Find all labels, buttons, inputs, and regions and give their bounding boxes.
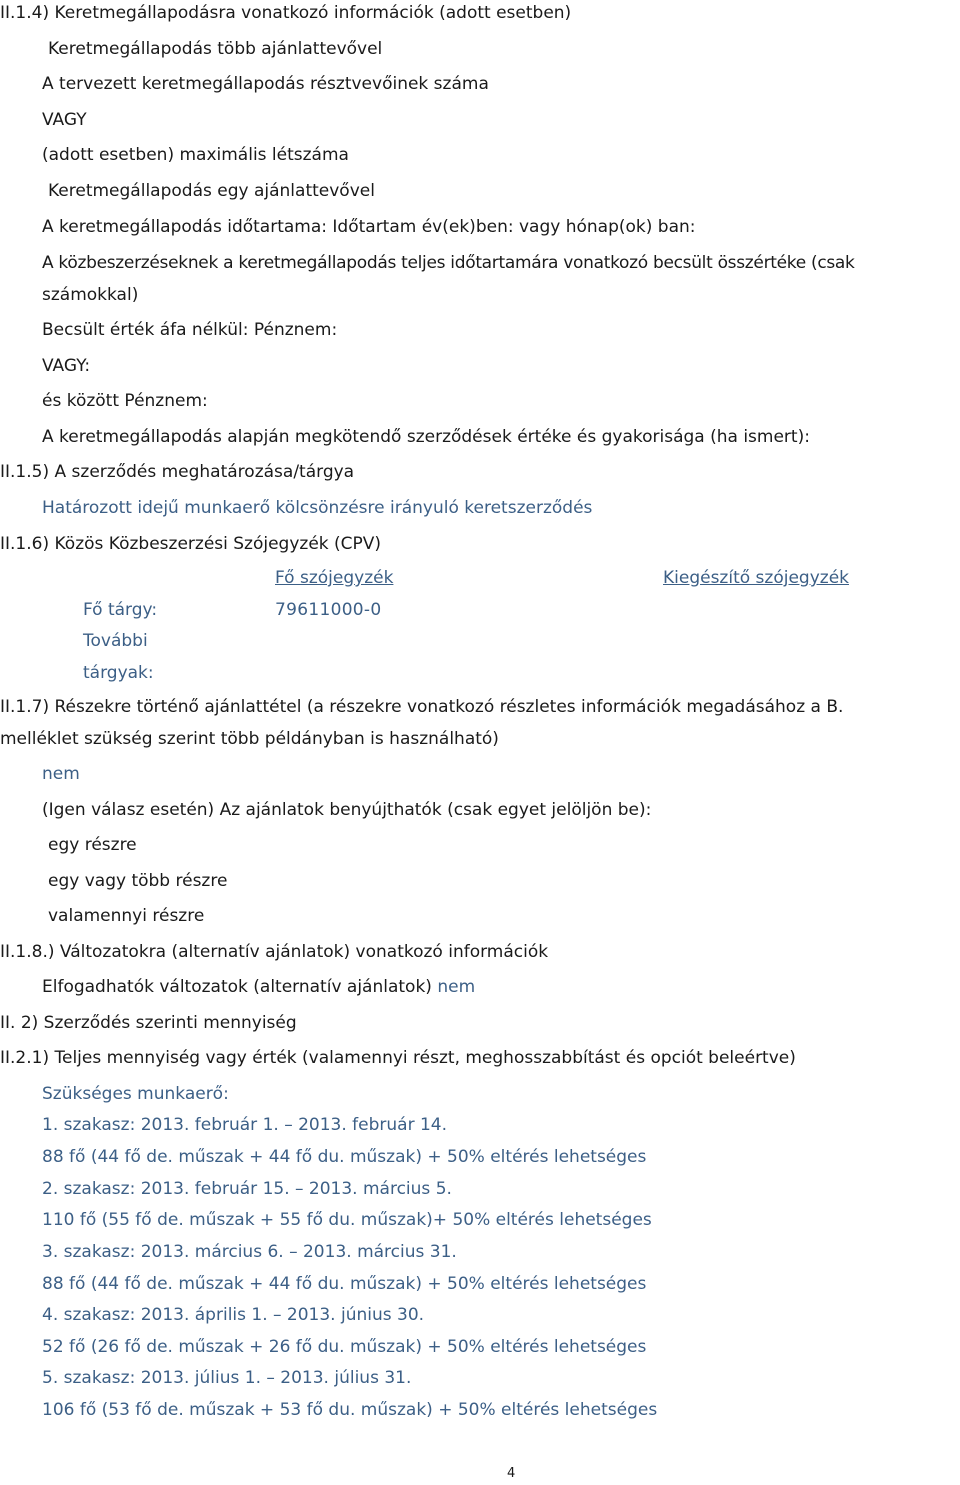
- contract-subject-value: Határozott idejű munkaerő kölcsönzésre irányuló keretszerződés: [42, 498, 593, 518]
- or-separator-2: VAGY:: [42, 356, 91, 376]
- framework-multi-label: Keretmegállapodás több ajánlattevővel: [48, 39, 383, 59]
- section-117-heading-line-1: II.1.7) Részekre történő ajánlattétel (a részekre vonatkozó részletes információk megadásához a B.: [0, 697, 844, 717]
- option-all-parts: valamennyi részre: [48, 906, 205, 926]
- section-221-heading: II.2.1) Teljes mennyiség vagy érték (valamennyi részt, meghosszabbítást és opciót beleértve): [0, 1048, 796, 1068]
- framework-single-label: Keretmegállapodás egy ajánlattevővel: [48, 181, 375, 201]
- page-number: 4: [507, 1466, 516, 1481]
- cpv-supplementary-column-header: Kiegészítő szójegyzék: [663, 568, 849, 588]
- section-117-heading-line-2: melléklet szükség szerint több példányban is használható): [0, 729, 499, 749]
- section-22-heading: II. 2) Szerződés szerinti mennyiség: [0, 1013, 297, 1033]
- stage-period: 5. szakasz: 2013. július 1. – 2013. július 31.: [42, 1368, 412, 1388]
- section-118-heading: II.1.8.) Változatokra (alternatív ajánlatok) vonatkozó információk: [0, 942, 549, 962]
- main-subject-cpv-code: 79611000-0: [275, 600, 382, 620]
- framework-duration: A keretmegállapodás időtartama: Időtartam év(ek)ben: vagy hónap(ok) ban:: [42, 217, 696, 237]
- additional-subjects-label-1: További: [83, 631, 148, 651]
- section-116-heading: II.1.6) Közös Közbeszerzési Szójegyzék (CPV): [0, 534, 382, 554]
- stage-period: 1. szakasz: 2013. február 1. – 2013. február 14.: [42, 1115, 448, 1135]
- variants-row: [42, 976, 475, 998]
- variants-answer: nem: [437, 977, 476, 997]
- if-yes-label: (Igen válasz esetén) Az ajánlatok benyújthatók (csak egyet jelöljön be):: [42, 800, 652, 820]
- main-subject-label: Fő tárgy:: [83, 600, 158, 620]
- stage-period: 4. szakasz: 2013. április 1. – 2013. június 30.: [42, 1305, 425, 1325]
- stage-period: 2. szakasz: 2013. február 15. – 2013. március 5.: [42, 1179, 452, 1199]
- framework-participants-label: A tervezett keretmegállapodás résztvevőinek száma: [42, 74, 489, 94]
- section-115-heading: II.1.5) A szerződés meghatározása/tárgya: [0, 462, 355, 482]
- between-currency-label: és között Pénznem:: [42, 391, 208, 411]
- contracts-value-label: A keretmegállapodás alapján megkötendő szerződések értéke és gyakorisága (ha ismert):: [42, 427, 810, 447]
- stage-detail: 106 fő (53 fő de. műszak + 53 fő du. műszak) + 50% eltérés lehetséges: [42, 1400, 658, 1420]
- stage-detail: 88 fő (44 fő de. műszak + 44 fő du. műszak) + 50% eltérés lehetséges: [42, 1274, 647, 1294]
- stage-detail: 110 fő (55 fő de. műszak + 55 fő du. műszak)+ 50% eltérés lehetséges: [42, 1210, 652, 1230]
- stage-detail: 52 fő (26 fő de. műszak + 26 fő du. műszak) + 50% eltérés lehetséges: [42, 1337, 647, 1357]
- option-one-or-more-parts: egy vagy több részre: [48, 871, 228, 891]
- stage-period: 3. szakasz: 2013. március 6. – 2013. március 31.: [42, 1242, 457, 1262]
- max-headcount-label: (adott esetben) maximális létszáma: [42, 145, 349, 165]
- cpv-main-column-header: Fő szójegyzék: [275, 568, 394, 588]
- or-separator: VAGY: [42, 110, 87, 130]
- variants-label: Elfogadhatók változatok (alternatív ajánlatok): [42, 977, 432, 997]
- stage-detail: 88 fő (44 fő de. műszak + 44 fő du. műszak) + 50% eltérés lehetséges: [42, 1147, 647, 1167]
- additional-subjects-label-2: tárgyak:: [83, 663, 154, 683]
- section-114-heading: II.1.4) Keretmegállapodásra vonatkozó információk (adott esetben): [0, 3, 572, 23]
- required-workforce-label: Szükséges munkaerő:: [42, 1084, 229, 1104]
- option-one-part: egy részre: [48, 835, 137, 855]
- estimated-value-label: Becsült érték áfa nélkül: Pénznem:: [42, 320, 338, 340]
- estimated-total-line-2: számokkal): [42, 285, 139, 305]
- parts-answer: nem: [42, 764, 80, 784]
- estimated-total-line-1: A közbeszerzéseknek a keretmegállapodás teljes időtartamára vonatkozó becsült összértéke (csak: [42, 253, 855, 273]
